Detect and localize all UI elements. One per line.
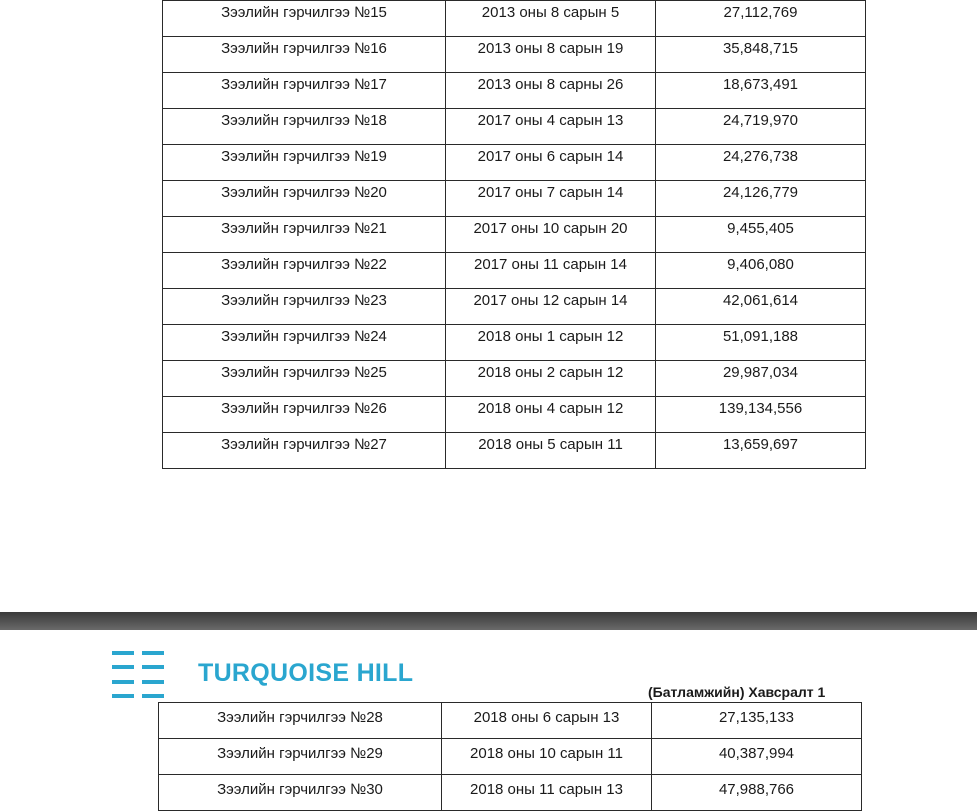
certificate-name-cell: Зээлийн гэрчилгээ №30	[159, 775, 442, 811]
certificate-amount-cell: 47,988,766	[652, 775, 862, 811]
page-separator	[0, 612, 977, 630]
table-row	[163, 361, 866, 397]
loan-certificate-table-top	[162, 0, 866, 469]
certificate-amount-cell: 139,134,556	[656, 397, 866, 433]
certificate-date-cell: 2013 оны 8 сарын 5	[446, 1, 656, 37]
certificate-date-cell: 2013 оны 8 сарын 19	[446, 37, 656, 73]
table-row	[163, 253, 866, 289]
table-row	[163, 145, 866, 181]
certificate-date-cell: 2017 оны 12 сарын 14	[446, 289, 656, 325]
certificate-amount-cell: 27,135,133	[652, 703, 862, 739]
table-row	[163, 109, 866, 145]
certificate-name-cell: Зээлийн гэрчилгээ №15	[163, 1, 446, 37]
certificate-amount-cell: 18,673,491	[656, 73, 866, 109]
certificate-date-cell: 2017 оны 7 сарын 14	[446, 181, 656, 217]
turquoise-hill-stripes-icon	[112, 650, 168, 698]
certificate-name-cell: Зээлийн гэрчилгээ №23	[163, 289, 446, 325]
appendix-label: (Батламжийн) Хавсралт 1	[648, 684, 826, 700]
company-name: TURQUOISE HILL	[198, 659, 414, 687]
table-row	[163, 37, 866, 73]
certificate-amount-cell: 9,455,405	[656, 217, 866, 253]
certificate-amount-cell: 9,406,080	[656, 253, 866, 289]
certificate-name-cell: Зээлийн гэрчилгээ №17	[163, 73, 446, 109]
certificate-date-cell: 2018 оны 6 сарын 13	[442, 703, 652, 739]
certificate-name-cell: Зээлийн гэрчилгээ №16	[163, 37, 446, 73]
certificate-date-cell: 2018 оны 5 сарын 11	[446, 433, 656, 469]
certificate-date-cell: 2018 оны 11 сарын 13	[442, 775, 652, 811]
certificate-date-cell: 2017 оны 6 сарын 14	[446, 145, 656, 181]
certificate-name-cell: Зээлийн гэрчилгээ №18	[163, 109, 446, 145]
table-row	[163, 1, 866, 37]
certificate-amount-cell: 24,276,738	[656, 145, 866, 181]
certificate-name-cell: Зээлийн гэрчилгээ №26	[163, 397, 446, 433]
loan-certificate-table-bottom	[158, 702, 862, 811]
table-row	[163, 325, 866, 361]
certificate-name-cell: Зээлийн гэрчилгээ №20	[163, 181, 446, 217]
certificate-date-cell: 2017 оны 11 сарын 14	[446, 253, 656, 289]
certificate-date-cell: 2017 оны 10 сарын 20	[446, 217, 656, 253]
certificate-amount-cell: 42,061,614	[656, 289, 866, 325]
table-row	[163, 181, 866, 217]
table-row	[163, 433, 866, 469]
certificate-date-cell: 2018 оны 10 сарын 11	[442, 739, 652, 775]
certificate-date-cell: 2018 оны 4 сарын 12	[446, 397, 656, 433]
certificate-name-cell: Зээлийн гэрчилгээ №25	[163, 361, 446, 397]
certificate-amount-cell: 51,091,188	[656, 325, 866, 361]
certificate-date-cell: 2013 оны 8 сарны 26	[446, 73, 656, 109]
certificate-name-cell: Зээлийн гэрчилгээ №27	[163, 433, 446, 469]
certificate-amount-cell: 24,719,970	[656, 109, 866, 145]
certificate-name-cell: Зээлийн гэрчилгээ №24	[163, 325, 446, 361]
certificate-date-cell: 2017 оны 4 сарын 13	[446, 109, 656, 145]
certificate-amount-cell: 29,987,034	[656, 361, 866, 397]
table-row	[163, 289, 866, 325]
certificate-amount-cell: 13,659,697	[656, 433, 866, 469]
certificate-amount-cell: 24,126,779	[656, 181, 866, 217]
certificate-name-cell: Зээлийн гэрчилгээ №22	[163, 253, 446, 289]
certificate-amount-cell: 27,112,769	[656, 1, 866, 37]
certificate-name-cell: Зээлийн гэрчилгээ №29	[159, 739, 442, 775]
certificate-name-cell: Зээлийн гэрчилгээ №28	[159, 703, 442, 739]
certificate-date-cell: 2018 оны 1 сарын 12	[446, 325, 656, 361]
certificate-amount-cell: 40,387,994	[652, 739, 862, 775]
certificate-date-cell: 2018 оны 2 сарын 12	[446, 361, 656, 397]
table-row	[159, 775, 862, 811]
table-row	[163, 217, 866, 253]
certificate-amount-cell: 35,848,715	[656, 37, 866, 73]
table-row	[159, 703, 862, 739]
table-row	[163, 397, 866, 433]
table-row	[159, 739, 862, 775]
table-row	[163, 73, 866, 109]
certificate-name-cell: Зээлийн гэрчилгээ №21	[163, 217, 446, 253]
certificate-name-cell: Зээлийн гэрчилгээ №19	[163, 145, 446, 181]
